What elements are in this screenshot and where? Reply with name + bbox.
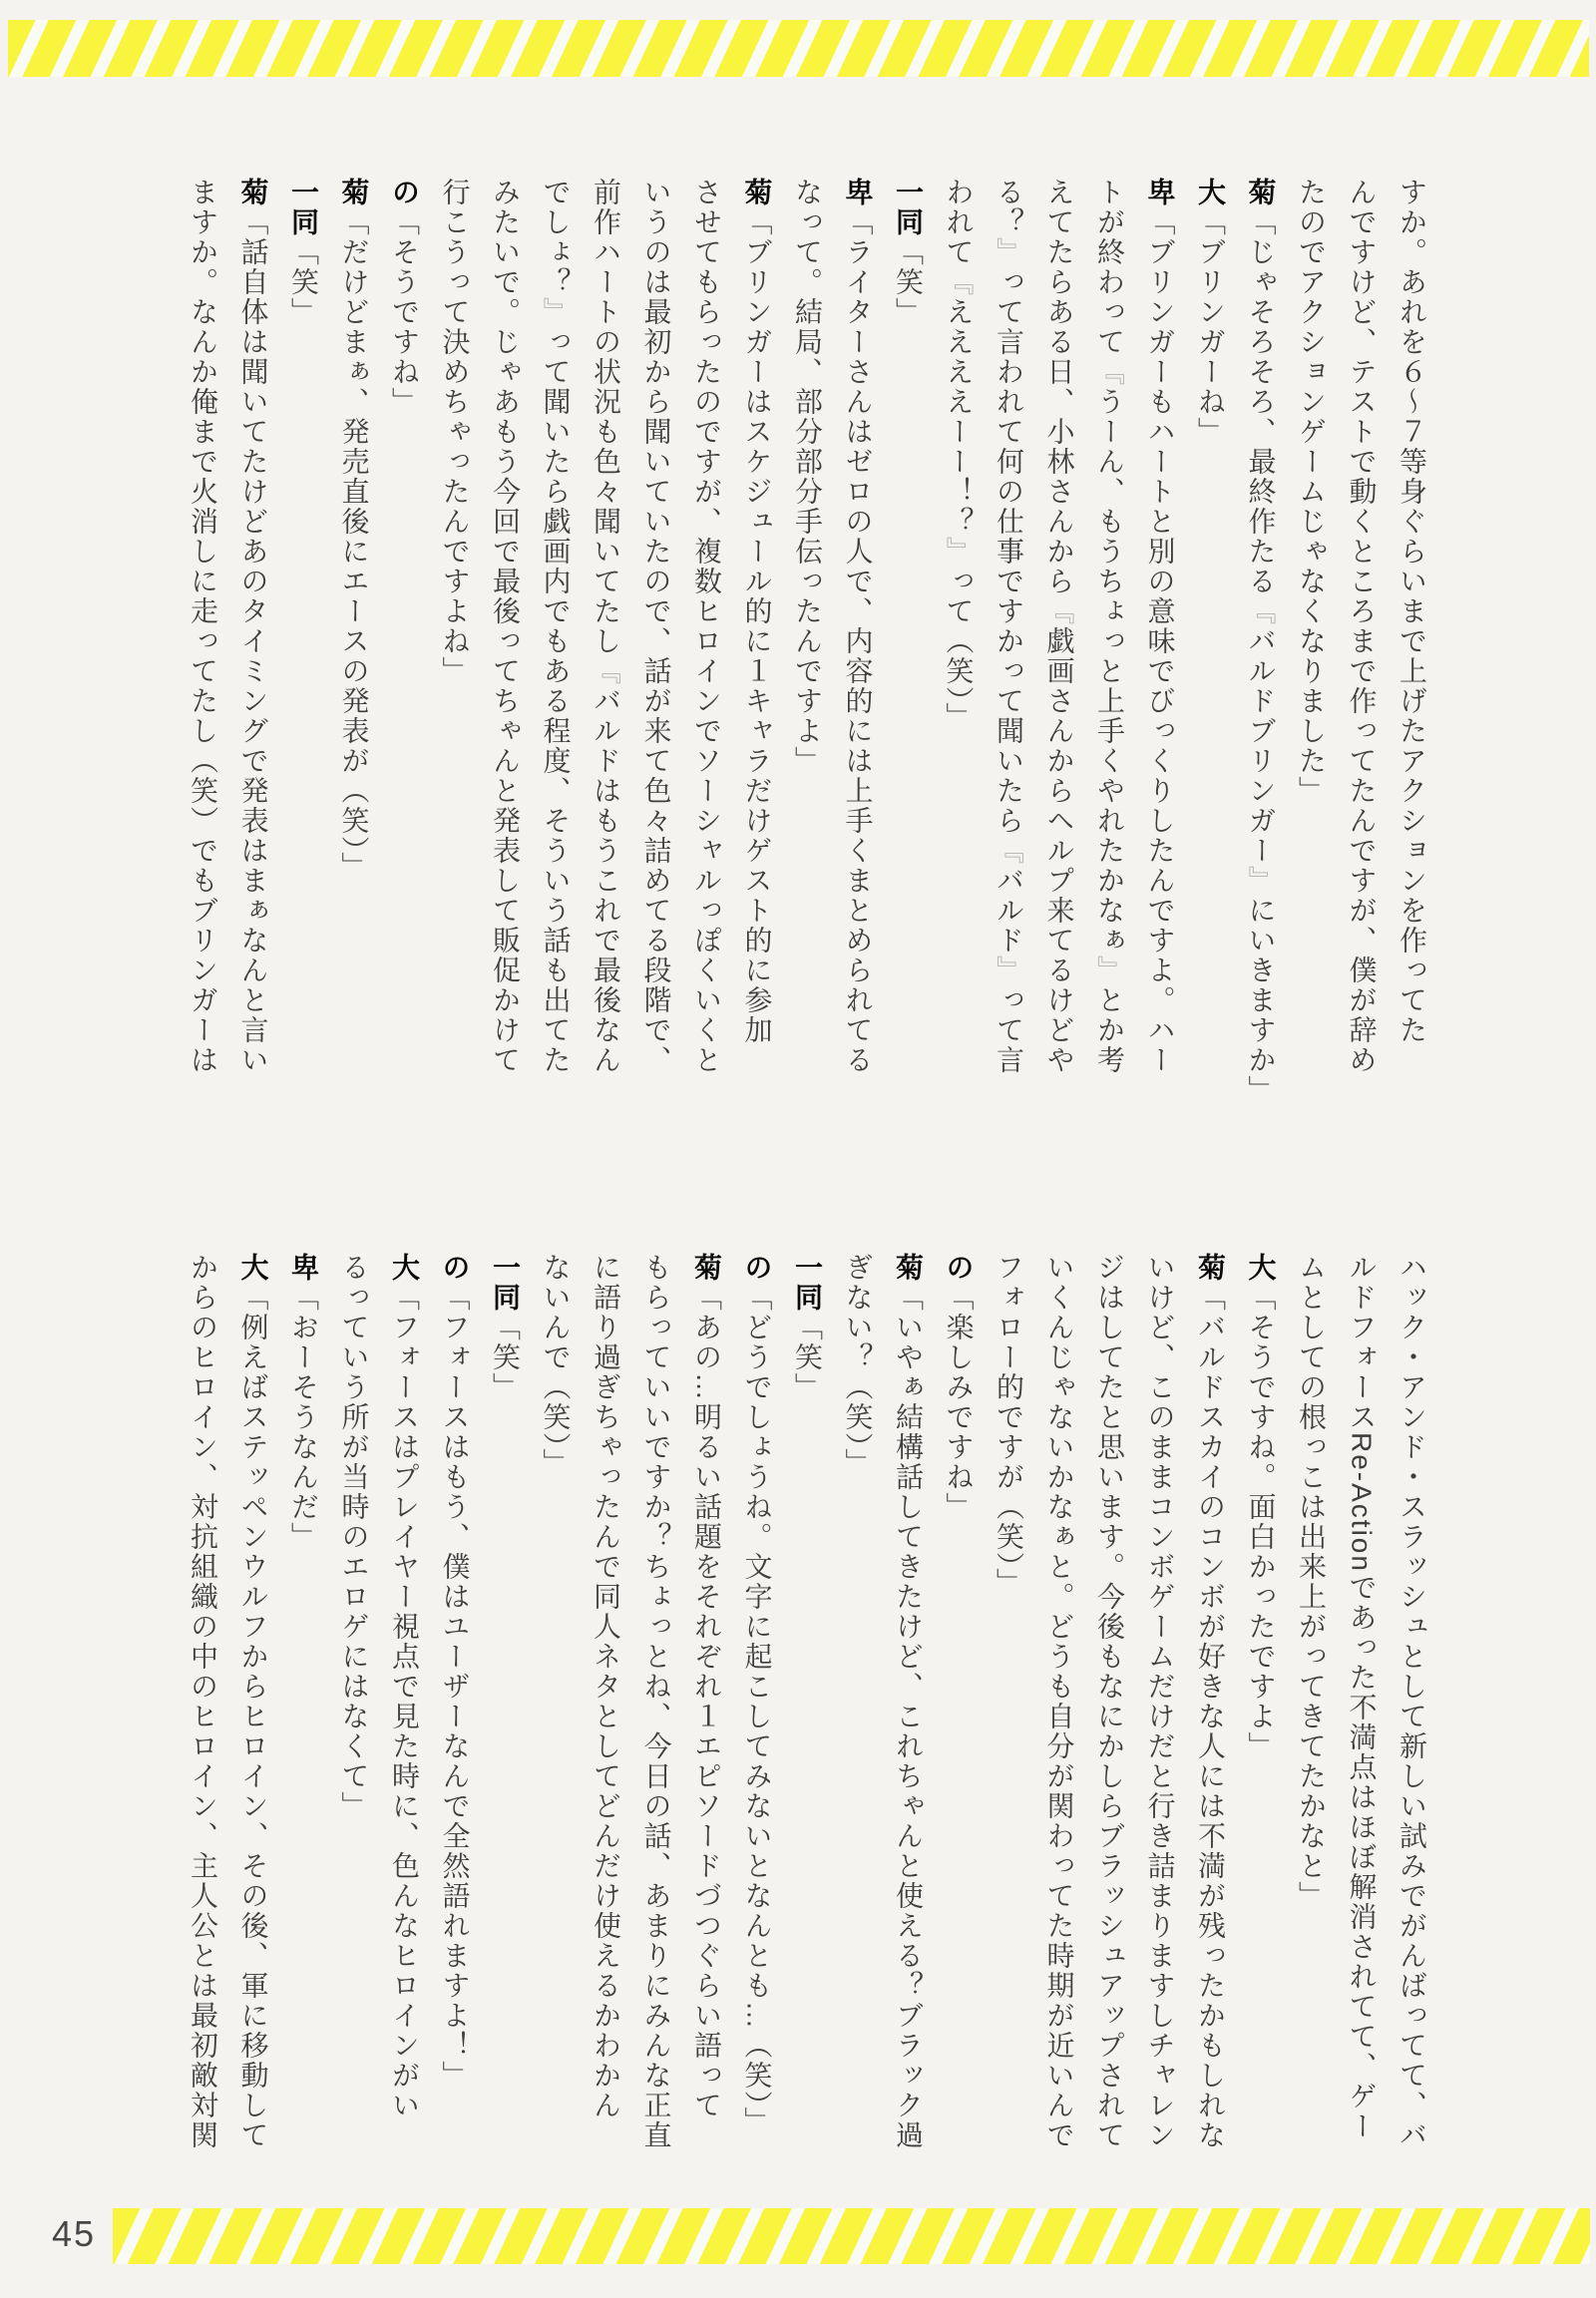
bottom-stripe-bar <box>113 2208 1590 2264</box>
text-column: すか。あれを６～７等身ぐらいまで上げたアクションを作ってた <box>1396 178 1427 1045</box>
text-column: 卑「ブリンガーもハートと別の意味でびっくりしたんですよ。ハー <box>1144 178 1176 1075</box>
page-number: 45 <box>52 2213 97 2254</box>
text-column: ますか。なんか俺まで火消しに走ってたし（笑）でもブリンガーは <box>188 178 218 1075</box>
text-column: いけど、このままコンボゲームだけだと行き詰まりますしチャレン <box>1144 1253 1176 2150</box>
text-column: トが終わって『うーん、もうちょっと上手くやれたかなぁ』とか考 <box>1094 178 1125 1075</box>
text-column: 菊「いやぁ結構話してきたけど、これちゃんと使える？ブラック過 <box>893 1253 924 2150</box>
text-column: 菊「あの…明るい話題をそれぞれ１エピソードづつぐらい語って <box>691 1253 722 2120</box>
text-column: ジはしてたと思います。今後もなにかしらブラッシュアップされて <box>1094 1253 1125 2150</box>
text-column: ムとしての根っこは出来上がってきてたかなと」 <box>1296 1253 1327 1911</box>
text-column: の「フォースはもう、僕はユーザーなんで全然語れますよ！」 <box>439 1253 471 2091</box>
top-stripe-bar <box>8 20 1589 77</box>
text-column: ハック・アンド・スラッシュとして新しい試みでがんばってて、バ <box>1396 1253 1427 2150</box>
text-column: 卑「おーそうなんだ」 <box>288 1253 319 1552</box>
text-column: ルドフォースRe-Actionであった不満点はほぼ解消されてて、ゲー <box>1346 1253 1378 2141</box>
text-column: 一同「笑」 <box>792 1253 823 1402</box>
text-column: の「どうでしょうね。文字に起こしてみないとなんとも…（笑）」 <box>741 1253 773 2136</box>
text-column: えてたらある日、小林さんから『戯画さんからヘルプ来てるけどや <box>1043 178 1075 1075</box>
text-column: 大「そうですね。面白かったですよ」 <box>1245 1253 1277 1761</box>
text-column: ぎない？（笑）」 <box>842 1253 874 1478</box>
interview-bottom-block <box>178 1253 1437 2190</box>
text-column: るっていう所が当時のエロゲにはなくて」 <box>338 1253 370 1821</box>
text-column: からのヒロイン、対抗組織の中のヒロイン、主人公とは最初敵対関 <box>188 1253 218 2150</box>
text-column: 菊「だけどまぁ、発売直後にエースの発表が（笑）」 <box>338 178 370 882</box>
text-column: 一同「笑」 <box>893 178 924 327</box>
text-column: の「そうですね」 <box>389 178 420 417</box>
text-column: われて『ええええーー！？』って（笑）」 <box>943 178 975 732</box>
text-column: なって。結局、部分部分手伝ったんですよ」 <box>792 178 823 776</box>
text-column: 菊「話自体は聞いてたけどあのタイミングで発表はまぁなんと言い <box>237 178 269 1075</box>
text-column: 大「フォースはプレイヤー視点で見た時に、色んなヒロインがい <box>389 1253 420 2120</box>
text-column: みたいで。じゃあもう今回で最後ってちゃんと発表して販促かけて <box>490 178 521 1075</box>
text-column: いくんじゃないかなぁと。どうも自分が関わってた時期が近いんで <box>1043 1253 1075 2150</box>
text-column: 卑「ライターさんはゼロの人で、内容的には上手くまとめられてる <box>842 178 874 1075</box>
text-column: たのでアクションゲームじゃなくなりました」 <box>1296 178 1327 806</box>
interview-top-block <box>178 178 1437 1115</box>
text-column: いうのは最初から聞いていたので、話が来て色々詰めてる段階で、 <box>640 178 672 1075</box>
text-column: ないんで（笑）」 <box>540 1253 572 1478</box>
text-column: の「楽しみですね」 <box>943 1253 975 1522</box>
text-column: 大「例えばステッペンウルフからヒロイン、その後、軍に移動して <box>237 1253 269 2150</box>
text-column: フォロー的ですが（笑）」 <box>994 1253 1024 1598</box>
text-column: 菊「バルドスカイのコンボが好きな人には不満が残ったかもしれな <box>1195 1253 1226 2150</box>
text-column: 大「ブリンガーね」 <box>1195 178 1226 447</box>
text-column: んですけど、テストで動くところまで作ってたんですが、僕が辞め <box>1346 178 1378 1075</box>
text-column: 一同「笑」 <box>490 1253 521 1402</box>
text-column: 前作ハートの状況も色々聞いてたし『バルドはもうこれで最後なん <box>591 178 621 1075</box>
text-column: る？』って言われて何の仕事ですかって聞いたら『バルド』って言 <box>994 178 1024 1075</box>
text-column: 行こうって決めちゃったんですよね」 <box>439 178 471 686</box>
text-column: もらっていいですか？ちょっとね、今日の話、あまりにみんな正直 <box>640 1253 672 2150</box>
text-column: でしょ？』って聞いたら戯画内でもある程度、そういう話も出てた <box>540 178 572 1075</box>
text-column: させてもらったのですが、複数ヒロインでソーシャルっぽくいくと <box>691 178 722 1075</box>
text-column: 菊「ブリンガーはスケジュール的に１キャラだけゲスト的に参加 <box>741 178 773 1045</box>
text-column: に語り過ぎちゃったんで同人ネタとしてどんだけ使えるかわかん <box>591 1253 621 2120</box>
text-column: 菊「じゃそろそろ、最終作たる『バルドブリンガー』にいきますか」 <box>1245 178 1277 1105</box>
text-column: 一同「笑」 <box>288 178 319 327</box>
